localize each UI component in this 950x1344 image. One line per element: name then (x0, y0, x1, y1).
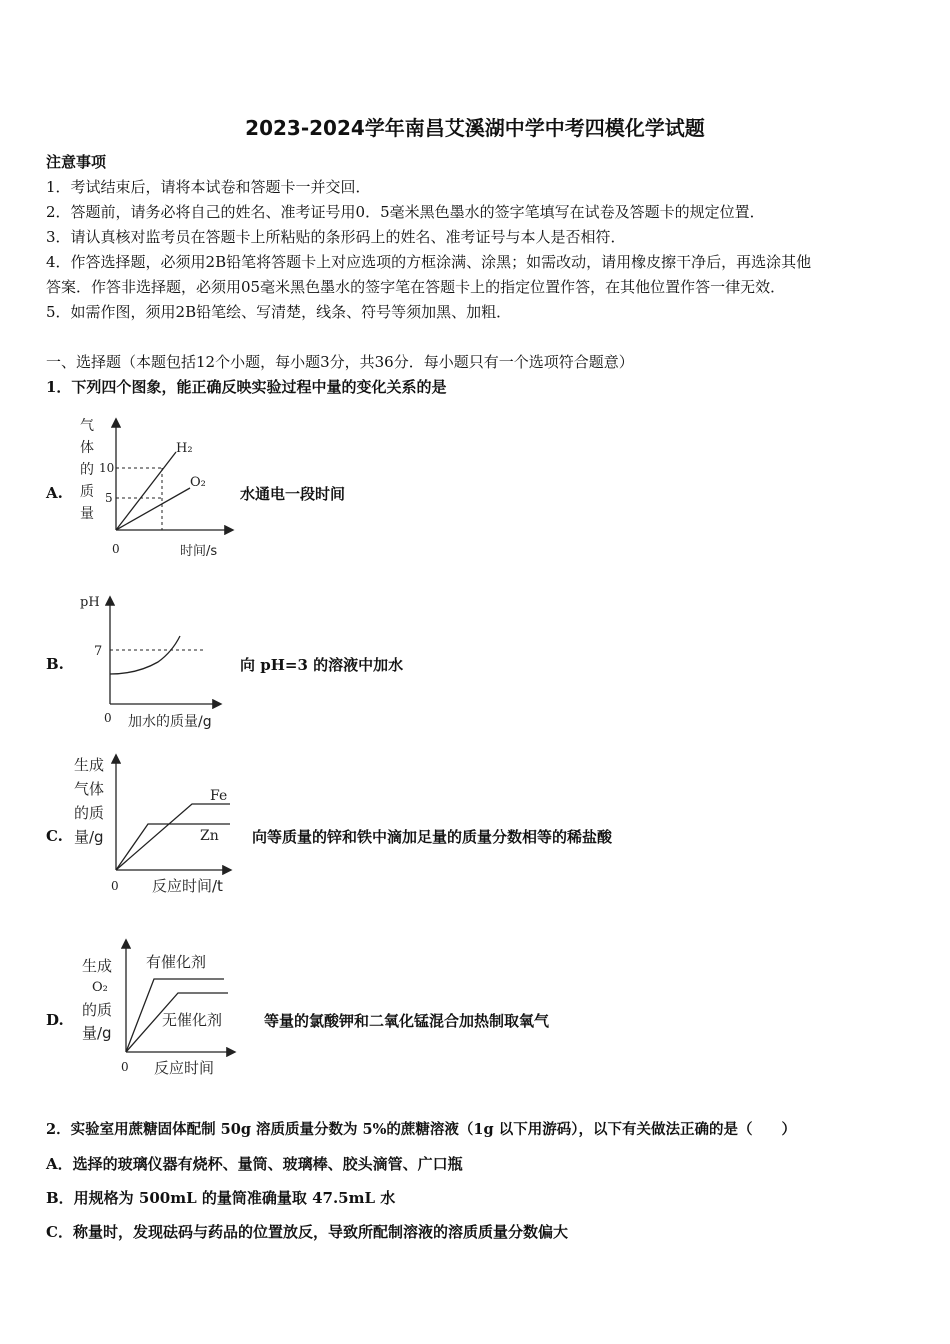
question-2-option: A．选择的玻璃仪器有烧杯、量筒、玻璃棒、胶头滴管、广口瓶 (46, 1155, 463, 1173)
notice-item: 5．如需作图，须用2B铅笔绘、写清楚，线条、符号等须加黑、加粗． (46, 303, 512, 321)
origin-label: 0 (104, 711, 112, 725)
y-label-line: 量/g (82, 1024, 112, 1042)
option-a-text: 水通电一段时间 (240, 485, 346, 503)
graph-b (72, 588, 242, 733)
y-label-line: 的质 (74, 804, 105, 822)
origin-label: 0 (112, 542, 120, 556)
y-label-line: 气体 (74, 780, 105, 798)
notice-item: 2．答题前，请务必将自己的姓名、准考证号用0．5毫米黑色墨水的签字笔填写在试卷及答题卡的规定位置． (46, 203, 765, 221)
question-2-option: C．称量时，发现砝码与药品的位置放反，导致所配制溶液的溶质质量分数偏大 (46, 1223, 568, 1241)
question-2-stem: 2．实验室用蔗糖固体配制 50g 溶质质量分数为 5%的蔗糖溶液（1g 以下用游码），以下有关做法正确的是（ ） (46, 1121, 796, 1138)
notice-heading: 注意事项 (46, 153, 107, 171)
option-a-label: A. (46, 484, 63, 502)
fe-label: Fe (210, 788, 228, 804)
notice-item: 3．请认真核对监考员在答题卡上所粘贴的条形码上的姓名、准考证号与本人是否相符． (46, 228, 626, 246)
notice-item: 1．考试结束后，请将本试卷和答题卡一并交回． (46, 178, 371, 196)
no-catalyst-label: 无催化剂 (162, 1011, 223, 1029)
graph-d (72, 935, 257, 1080)
ph-curve (110, 636, 180, 674)
x-axis-label: 时间/s (180, 544, 218, 559)
catalyst-label: 有催化剂 (146, 953, 207, 971)
graph-a (72, 410, 242, 565)
notice-item: 答案．作答非选择题，必须用05毫米黑色墨水的签字笔在答题卡上的指定位置作答，在其他位置作答一律无效． (46, 278, 786, 296)
y-label-char: 量 (80, 506, 94, 522)
question-1-stem: 1．下列四个图象，能正确反映实验过程中量的变化关系的是 (46, 378, 447, 396)
y-label-line: 的质 (82, 1001, 113, 1019)
question-2-option: B．用规格为 500mL 的量筒准确量取 47.5mL 水 (46, 1189, 396, 1207)
y-axis-label: pH (80, 595, 100, 610)
x-axis-label: 加水的质量/g (128, 714, 212, 730)
option-b-text: 向 pH=3 的溶液中加水 (240, 656, 404, 674)
option-d-label: D. (46, 1011, 64, 1029)
x-axis-label: 反应时间 (154, 1059, 215, 1077)
y-label-line: 量/g (74, 828, 104, 846)
option-c-label: C. (46, 827, 63, 845)
graph-c (72, 748, 247, 898)
section-heading: 一、选择题（本题包括12个小题，每小题3分，共36分．每小题只有一个选项符合题意） (46, 353, 634, 371)
o2-label: O₂ (190, 475, 206, 490)
o2-line (116, 488, 190, 530)
origin-label: 0 (111, 879, 119, 893)
y-label-char: 的 (80, 462, 94, 478)
h2-label: H₂ (176, 441, 193, 456)
y-label-char: 质 (80, 484, 94, 500)
page-title: 2023-2024学年南昌艾溪湖中学中考四模化学试题 (245, 116, 705, 140)
y-label-char: 体 (80, 440, 94, 456)
origin-label: 0 (121, 1060, 129, 1074)
y-tick-label: 7 (94, 644, 103, 659)
y-tick-label: 5 (105, 491, 113, 505)
y-tick-label: 10 (99, 461, 115, 475)
y-label-line: 生成 (82, 957, 113, 975)
notice-item: 4．作答选择题，必须用2B铅笔将答题卡上对应选项的方框涂满、涂黑；如需改动，请用橡皮擦干净后，再选涂其他 (46, 253, 812, 271)
zn-label: Zn (200, 828, 219, 844)
y-label-char: 气 (80, 418, 94, 434)
h2-line (116, 452, 176, 530)
y-label-line: O₂ (92, 980, 108, 995)
x-axis-label: 反应时间/t (152, 877, 223, 895)
option-d-text: 等量的氯酸钾和二氧化锰混合加热制取氧气 (264, 1012, 550, 1030)
option-b-label: B. (46, 655, 64, 673)
option-c-text: 向等质量的锌和铁中滴加足量的质量分数相等的稀盐酸 (252, 828, 613, 846)
y-label-line: 生成 (74, 756, 105, 774)
